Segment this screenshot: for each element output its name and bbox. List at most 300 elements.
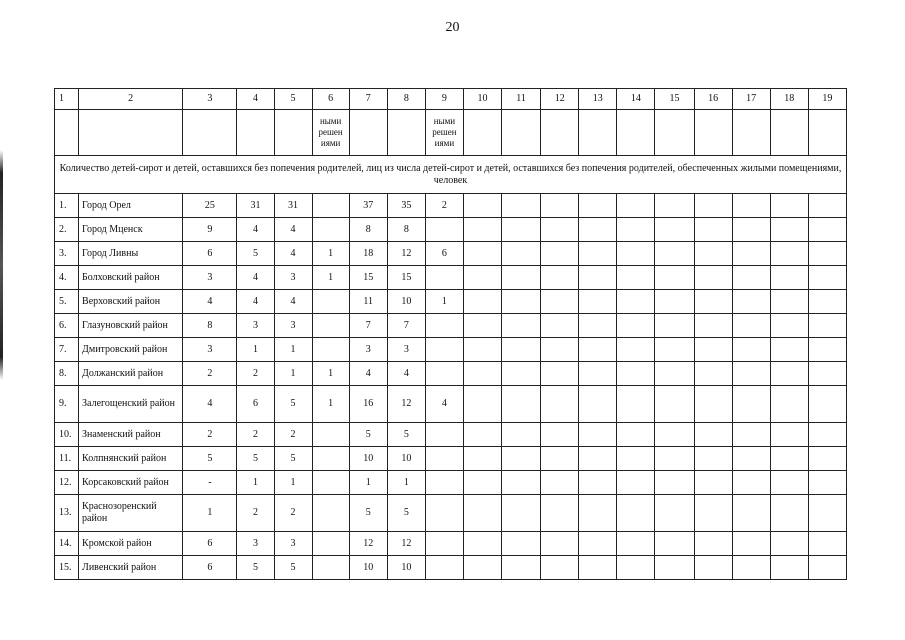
column-number-cell: 6 <box>312 89 349 110</box>
value-cell: 2 <box>274 495 312 532</box>
value-cell <box>808 242 846 266</box>
row-number: 12. <box>55 471 79 495</box>
column-number-cell: 1 <box>55 89 79 110</box>
value-cell <box>694 218 732 242</box>
value-cell <box>694 266 732 290</box>
value-cell: 5 <box>237 447 274 471</box>
value-cell <box>502 362 541 386</box>
value-cell <box>463 242 501 266</box>
value-cell: 8 <box>183 314 237 338</box>
value-cell <box>770 338 808 362</box>
value-cell <box>694 471 732 495</box>
value-cell: 15 <box>387 266 425 290</box>
section-caption: Количество детей-сирот и детей, оставшихся без попечения родителей, лиц из числа детей-сирот и детей, оставшихся без попечения родителей, обеспеченных жилыми помещениями, человек <box>55 156 847 194</box>
value-cell: 12 <box>387 242 425 266</box>
district-name: Верховский район <box>79 290 183 314</box>
value-cell <box>425 447 463 471</box>
column-number-cell: 19 <box>808 89 846 110</box>
value-cell: 7 <box>349 314 387 338</box>
value-cell <box>541 218 579 242</box>
value-cell <box>502 242 541 266</box>
value-cell <box>808 290 846 314</box>
value-cell <box>655 218 694 242</box>
value-cell <box>312 194 349 218</box>
value-cell <box>770 532 808 556</box>
table-row <box>55 471 847 495</box>
column-number-cell: 15 <box>655 89 694 110</box>
value-cell <box>732 447 770 471</box>
value-cell <box>579 290 617 314</box>
value-cell: 3 <box>237 314 274 338</box>
value-cell <box>541 495 579 532</box>
district-name: Ливенский район <box>79 556 183 580</box>
column-number-cell: 4 <box>237 89 274 110</box>
value-cell <box>770 495 808 532</box>
value-cell <box>425 423 463 447</box>
value-cell <box>694 362 732 386</box>
value-cell <box>502 218 541 242</box>
value-cell <box>312 290 349 314</box>
value-cell: 12 <box>387 532 425 556</box>
value-cell <box>808 314 846 338</box>
value-cell: 10 <box>387 556 425 580</box>
column-number-cell: 3 <box>183 89 237 110</box>
value-cell <box>770 218 808 242</box>
value-cell <box>655 242 694 266</box>
value-cell <box>732 314 770 338</box>
column-number-cell: 18 <box>770 89 808 110</box>
value-cell: 1 <box>237 471 274 495</box>
column-number-cell: 7 <box>349 89 387 110</box>
value-cell: 16 <box>349 386 387 423</box>
value-cell: 3 <box>183 266 237 290</box>
value-cell: 3 <box>274 314 312 338</box>
value-cell: 1 <box>312 362 349 386</box>
value-cell <box>463 194 501 218</box>
subheader-cell <box>502 110 541 156</box>
value-cell <box>655 194 694 218</box>
value-cell <box>694 338 732 362</box>
value-cell <box>617 338 655 362</box>
value-cell <box>617 423 655 447</box>
value-cell <box>694 314 732 338</box>
table-row <box>55 290 847 314</box>
value-cell <box>732 362 770 386</box>
value-cell: 1 <box>387 471 425 495</box>
value-cell <box>770 386 808 423</box>
table-row <box>55 556 847 580</box>
caption-row <box>55 156 847 194</box>
value-cell <box>312 556 349 580</box>
value-cell <box>502 290 541 314</box>
value-cell <box>579 362 617 386</box>
table-row <box>55 242 847 266</box>
value-cell <box>617 471 655 495</box>
value-cell <box>617 447 655 471</box>
value-cell <box>425 362 463 386</box>
value-cell <box>541 556 579 580</box>
value-cell <box>655 266 694 290</box>
value-cell <box>579 218 617 242</box>
value-cell <box>808 194 846 218</box>
row-number: 10. <box>55 423 79 447</box>
value-cell <box>655 423 694 447</box>
district-name: Залегощенский район <box>79 386 183 423</box>
value-cell <box>694 386 732 423</box>
district-name: Болховский район <box>79 266 183 290</box>
value-cell <box>808 556 846 580</box>
value-cell <box>770 242 808 266</box>
value-cell: 18 <box>349 242 387 266</box>
value-cell <box>312 338 349 362</box>
value-cell <box>425 471 463 495</box>
value-cell <box>541 194 579 218</box>
value-cell <box>808 266 846 290</box>
value-cell <box>770 194 808 218</box>
table-row <box>55 532 847 556</box>
value-cell <box>808 218 846 242</box>
value-cell: 8 <box>387 218 425 242</box>
value-cell: 4 <box>274 242 312 266</box>
value-cell <box>463 314 501 338</box>
subheader-cell <box>579 110 617 156</box>
value-cell <box>463 556 501 580</box>
value-cell <box>732 194 770 218</box>
value-cell: 1 <box>312 386 349 423</box>
row-number: 1. <box>55 194 79 218</box>
data-table <box>54 88 847 580</box>
value-cell <box>732 290 770 314</box>
value-cell: 12 <box>387 386 425 423</box>
value-cell <box>732 471 770 495</box>
value-cell <box>579 495 617 532</box>
value-cell <box>312 532 349 556</box>
subheader-cell <box>463 110 501 156</box>
value-cell: 1 <box>237 338 274 362</box>
value-cell <box>808 386 846 423</box>
table-row <box>55 218 847 242</box>
value-cell: 4 <box>274 290 312 314</box>
value-cell <box>312 423 349 447</box>
value-cell <box>463 423 501 447</box>
value-cell <box>770 266 808 290</box>
value-cell <box>694 532 732 556</box>
value-cell <box>808 471 846 495</box>
value-cell <box>732 242 770 266</box>
value-cell <box>502 314 541 338</box>
table-row <box>55 386 847 423</box>
value-cell: 6 <box>183 556 237 580</box>
value-cell <box>579 423 617 447</box>
table-row <box>55 194 847 218</box>
value-cell <box>732 338 770 362</box>
column-number-cell: 2 <box>79 89 183 110</box>
row-number: 9. <box>55 386 79 423</box>
column-number-cell: 8 <box>387 89 425 110</box>
value-cell <box>502 386 541 423</box>
value-cell <box>655 338 694 362</box>
value-cell: 1 <box>183 495 237 532</box>
value-cell: 5 <box>349 423 387 447</box>
value-cell <box>312 218 349 242</box>
subheader-cell <box>274 110 312 156</box>
value-cell: 7 <box>387 314 425 338</box>
value-cell <box>502 194 541 218</box>
value-cell <box>732 266 770 290</box>
value-cell <box>770 471 808 495</box>
value-cell <box>579 194 617 218</box>
value-cell <box>502 532 541 556</box>
value-cell <box>425 532 463 556</box>
subheader-cell <box>237 110 274 156</box>
value-cell: 2 <box>237 495 274 532</box>
value-cell <box>579 386 617 423</box>
value-cell: 5 <box>274 386 312 423</box>
value-cell <box>312 314 349 338</box>
value-cell <box>617 218 655 242</box>
value-cell: 5 <box>183 447 237 471</box>
value-cell: 1 <box>312 242 349 266</box>
value-cell <box>732 495 770 532</box>
value-cell <box>312 471 349 495</box>
value-cell <box>425 338 463 362</box>
value-cell <box>541 471 579 495</box>
value-cell: 12 <box>349 532 387 556</box>
column-number-row <box>55 89 847 110</box>
value-cell: 4 <box>237 290 274 314</box>
district-name: Корсаковский район <box>79 471 183 495</box>
value-cell: 2 <box>183 423 237 447</box>
value-cell <box>694 290 732 314</box>
value-cell: 3 <box>237 532 274 556</box>
value-cell: 1 <box>274 338 312 362</box>
value-cell <box>655 290 694 314</box>
value-cell <box>694 242 732 266</box>
value-cell <box>579 266 617 290</box>
value-cell <box>541 266 579 290</box>
value-cell: 4 <box>387 362 425 386</box>
value-cell: 5 <box>274 556 312 580</box>
value-cell: 1 <box>274 471 312 495</box>
value-cell <box>617 556 655 580</box>
value-cell <box>502 447 541 471</box>
subheader-cell: ными решен иями <box>312 110 349 156</box>
value-cell: 10 <box>349 556 387 580</box>
value-cell <box>808 423 846 447</box>
value-cell: 10 <box>387 447 425 471</box>
value-cell: 1 <box>274 362 312 386</box>
subheader-cell <box>808 110 846 156</box>
value-cell: 10 <box>387 290 425 314</box>
value-cell: 3 <box>274 266 312 290</box>
value-cell <box>732 532 770 556</box>
table-row <box>55 314 847 338</box>
value-cell: 31 <box>274 194 312 218</box>
table-row <box>55 338 847 362</box>
value-cell: 2 <box>274 423 312 447</box>
value-cell <box>502 266 541 290</box>
value-cell <box>541 423 579 447</box>
column-number-cell: 16 <box>694 89 732 110</box>
value-cell <box>617 495 655 532</box>
value-cell: 3 <box>274 532 312 556</box>
value-cell <box>655 362 694 386</box>
value-cell <box>541 386 579 423</box>
value-cell <box>617 386 655 423</box>
value-cell <box>463 386 501 423</box>
column-number-cell: 11 <box>502 89 541 110</box>
district-name: Краснозоренский район <box>79 495 183 532</box>
value-cell <box>694 556 732 580</box>
value-cell: 3 <box>387 338 425 362</box>
value-cell: 10 <box>349 447 387 471</box>
row-number: 6. <box>55 314 79 338</box>
value-cell <box>617 532 655 556</box>
value-cell: 6 <box>183 532 237 556</box>
value-cell <box>579 556 617 580</box>
district-name: Колпнянский район <box>79 447 183 471</box>
value-cell: 4 <box>349 362 387 386</box>
subheader-cell <box>770 110 808 156</box>
row-number: 7. <box>55 338 79 362</box>
row-number: 8. <box>55 362 79 386</box>
value-cell <box>579 471 617 495</box>
value-cell <box>425 556 463 580</box>
value-cell <box>541 447 579 471</box>
value-cell <box>579 314 617 338</box>
value-cell <box>617 362 655 386</box>
value-cell: 4 <box>274 218 312 242</box>
value-cell <box>502 338 541 362</box>
value-cell <box>808 532 846 556</box>
row-number: 14. <box>55 532 79 556</box>
value-cell: 2 <box>183 362 237 386</box>
value-cell <box>732 423 770 447</box>
row-number: 4. <box>55 266 79 290</box>
subheader-cell <box>387 110 425 156</box>
value-cell: 6 <box>237 386 274 423</box>
value-cell <box>312 495 349 532</box>
table-row <box>55 266 847 290</box>
value-cell <box>463 338 501 362</box>
value-cell: 8 <box>349 218 387 242</box>
value-cell <box>694 447 732 471</box>
value-cell: 6 <box>425 242 463 266</box>
value-cell: 3 <box>349 338 387 362</box>
column-number-cell: 12 <box>541 89 579 110</box>
page-number: 20 <box>445 20 460 35</box>
value-cell: 2 <box>237 423 274 447</box>
value-cell <box>732 386 770 423</box>
value-cell <box>579 242 617 266</box>
value-cell: 6 <box>183 242 237 266</box>
value-cell: 11 <box>349 290 387 314</box>
value-cell <box>617 266 655 290</box>
subheader-row <box>55 110 847 156</box>
value-cell <box>617 242 655 266</box>
value-cell <box>770 362 808 386</box>
scan-edge-mark <box>0 150 3 380</box>
value-cell: 25 <box>183 194 237 218</box>
value-cell: - <box>183 471 237 495</box>
value-cell: 2 <box>425 194 463 218</box>
value-cell: 1 <box>349 471 387 495</box>
district-name: Должанский район <box>79 362 183 386</box>
value-cell: 35 <box>387 194 425 218</box>
district-name: Город Мценск <box>79 218 183 242</box>
column-number-cell: 10 <box>463 89 501 110</box>
district-name: Кромской район <box>79 532 183 556</box>
value-cell <box>541 532 579 556</box>
district-name: Дмитровский район <box>79 338 183 362</box>
row-number: 11. <box>55 447 79 471</box>
value-cell <box>808 338 846 362</box>
value-cell <box>808 447 846 471</box>
district-name: Знаменский район <box>79 423 183 447</box>
subheader-cell <box>655 110 694 156</box>
value-cell <box>541 290 579 314</box>
value-cell: 4 <box>183 386 237 423</box>
subheader-cell <box>541 110 579 156</box>
value-cell <box>694 495 732 532</box>
value-cell <box>502 423 541 447</box>
value-cell <box>463 362 501 386</box>
value-cell <box>463 532 501 556</box>
column-number-cell: 9 <box>425 89 463 110</box>
column-number-cell: 5 <box>274 89 312 110</box>
value-cell: 5 <box>387 423 425 447</box>
value-cell <box>502 556 541 580</box>
value-cell <box>770 423 808 447</box>
value-cell <box>463 447 501 471</box>
value-cell <box>312 447 349 471</box>
value-cell <box>541 314 579 338</box>
column-number-cell: 13 <box>579 89 617 110</box>
value-cell <box>463 495 501 532</box>
value-cell: 37 <box>349 194 387 218</box>
table-row <box>55 362 847 386</box>
value-cell <box>463 471 501 495</box>
value-cell <box>770 290 808 314</box>
value-cell <box>425 495 463 532</box>
value-cell <box>655 386 694 423</box>
value-cell: 4 <box>425 386 463 423</box>
subheader-cell <box>349 110 387 156</box>
value-cell <box>732 218 770 242</box>
row-number: 3. <box>55 242 79 266</box>
value-cell <box>463 266 501 290</box>
row-number: 2. <box>55 218 79 242</box>
value-cell <box>655 314 694 338</box>
value-cell <box>579 338 617 362</box>
value-cell <box>541 242 579 266</box>
value-cell: 2 <box>237 362 274 386</box>
value-cell <box>617 290 655 314</box>
value-cell <box>541 362 579 386</box>
value-cell <box>617 194 655 218</box>
district-name: Город Орел <box>79 194 183 218</box>
subheader-cell <box>732 110 770 156</box>
column-number-cell: 14 <box>617 89 655 110</box>
value-cell <box>579 532 617 556</box>
value-cell <box>579 447 617 471</box>
row-number: 13. <box>55 495 79 532</box>
table-row <box>55 423 847 447</box>
subheader-cell: ными решен иями <box>425 110 463 156</box>
value-cell <box>732 556 770 580</box>
value-cell <box>541 338 579 362</box>
value-cell <box>808 495 846 532</box>
